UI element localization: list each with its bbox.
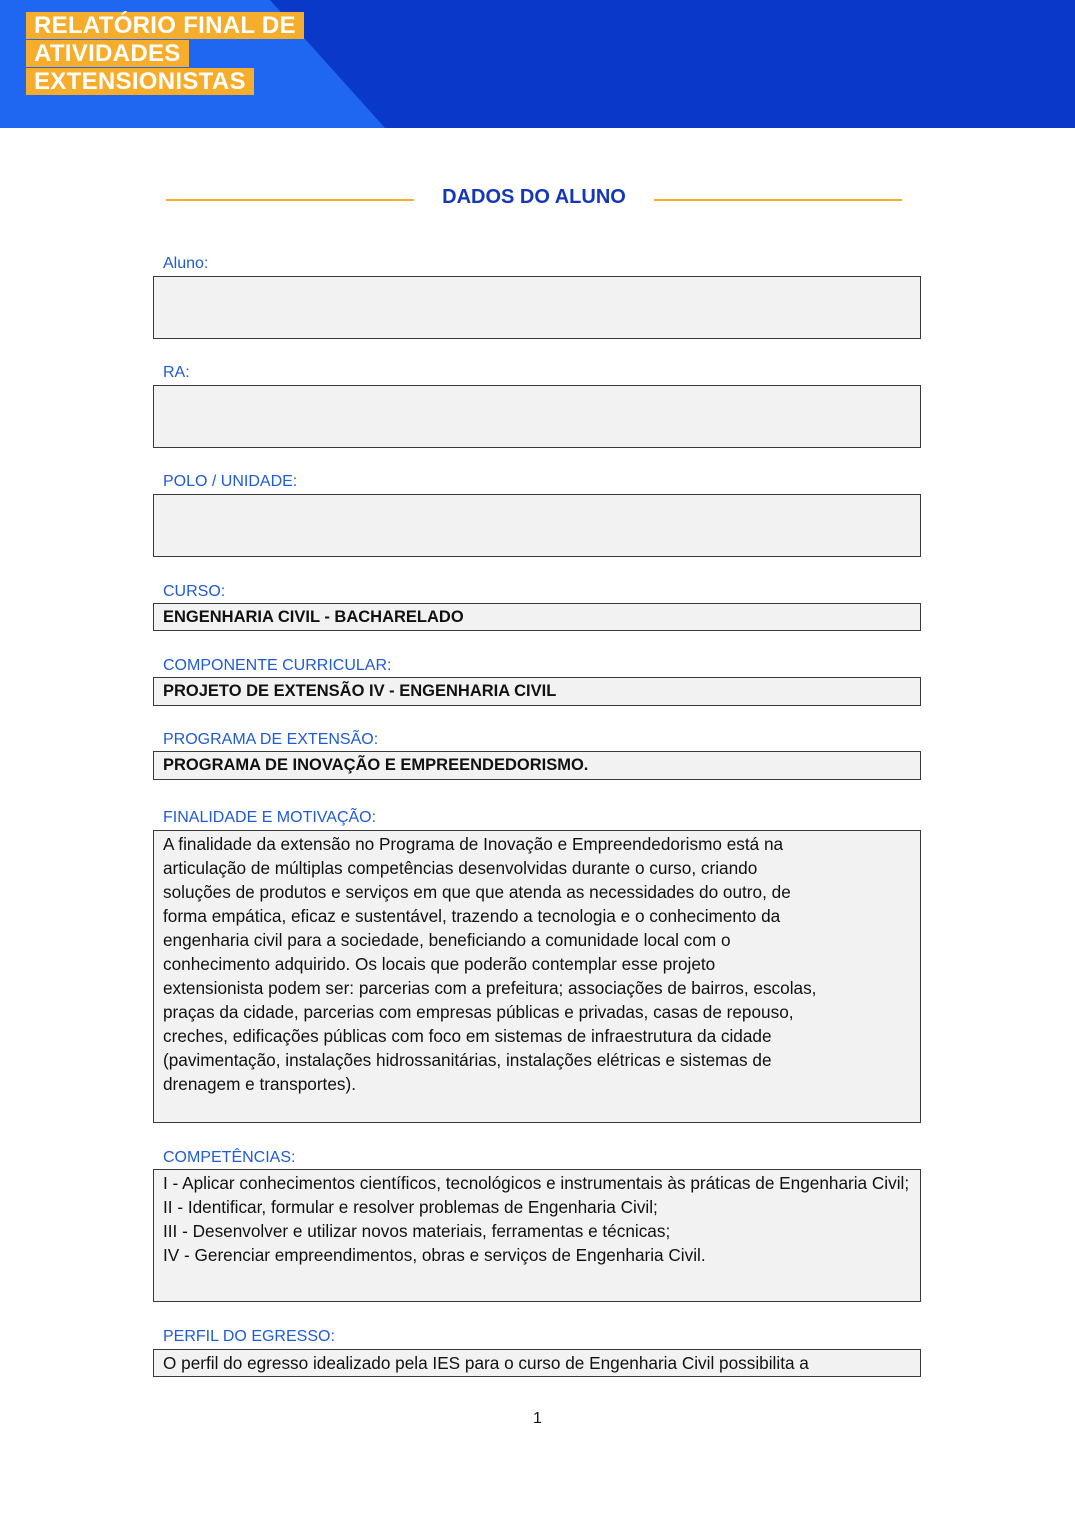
componente-field <box>153 677 921 706</box>
curso-value: ENGENHARIA CIVIL - BACHARELADO <box>163 608 464 626</box>
heading-rule-right <box>654 199 902 201</box>
aluno-field[interactable] <box>153 276 921 339</box>
report-title-line-1: RELATÓRIO FINAL DE <box>26 12 304 39</box>
programa-value: PROGRAMA DE INOVAÇÃO E EMPREENDEDORISMO. <box>163 756 589 774</box>
section-heading <box>0 184 1075 214</box>
competencia-item: IV - Gerenciar empreendimentos, obras e serviços de Engenharia Civil. <box>163 1245 706 1265</box>
programa-field <box>153 751 921 780</box>
competencias-field <box>153 1169 921 1302</box>
finalidade-field <box>153 830 921 1123</box>
competencias-label: COMPETÊNCIAS: <box>163 1149 296 1166</box>
polo-field[interactable] <box>153 494 921 557</box>
finalidade-line: A finalidade da extensão no Programa de Inovação e Empreendedorismo está na <box>163 834 784 854</box>
perfil-label: PERFIL DO EGRESSO: <box>163 1328 335 1345</box>
report-title-line-2: ATIVIDADES <box>26 40 189 67</box>
finalidade-line: engenharia civil para a sociedade, beneficiando a comunidade local com o <box>163 930 731 950</box>
heading-rule-left <box>166 199 414 201</box>
curso-label: CURSO: <box>163 583 226 600</box>
competencias-list <box>154 1170 920 1268</box>
perfil-field <box>153 1349 921 1377</box>
aluno-label: Aluno: <box>163 255 209 272</box>
ra-label: RA: <box>163 364 190 381</box>
finalidade-line: extensionista podem ser: parcerias com a prefeitura; associações de bairros, escolas, <box>163 978 817 998</box>
componente-value: PROJETO DE EXTENSÃO IV - ENGENHARIA CIVIL <box>163 682 557 700</box>
finalidade-line: conhecimento adquirido. Os locais que poderão contemplar esse projeto <box>163 954 716 974</box>
finalidade-line: drenagem e transportes). <box>163 1074 356 1094</box>
finalidade-line: (pavimentação, instalações hidrossanitárias, instalações elétricas e sistemas de <box>163 1050 772 1070</box>
polo-label: POLO / UNIDADE: <box>163 473 298 490</box>
section-heading-title: DADOS DO ALUNO <box>442 186 626 208</box>
finalidade-text <box>154 831 920 1097</box>
page-number: 1 <box>533 1410 542 1427</box>
competencia-item: I - Aplicar conhecimentos científicos, tecnológicos e instrumentais às práticas de Engenharia Civil; <box>163 1173 910 1193</box>
report-title <box>26 12 304 95</box>
ra-field[interactable] <box>153 385 921 448</box>
componente-label: COMPONENTE CURRICULAR: <box>163 657 392 674</box>
programa-label: PROGRAMA DE EXTENSÃO: <box>163 731 379 748</box>
competencia-item: II - Identificar, formular e resolver problemas de Engenharia Civil; <box>163 1197 658 1217</box>
finalidade-line: soluções de produtos e serviços em que que atenda as necessidades do outro, de <box>163 882 791 902</box>
finalidade-line: articulação de múltiplas competências desenvolvidas durante o curso, criando <box>163 858 758 878</box>
competencia-item: III - Desenvolver e utilizar novos materiais, ferramentas e técnicas; <box>163 1221 671 1241</box>
ra-value <box>154 386 920 390</box>
finalidade-label: FINALIDADE E MOTIVAÇÃO: <box>163 809 377 826</box>
finalidade-line: forma empática, eficaz e sustentável, trazendo a tecnologia e o conhecimento da <box>163 906 781 926</box>
polo-value <box>154 495 920 499</box>
report-title-line-3: EXTENSIONISTAS <box>26 68 254 95</box>
aluno-value <box>154 277 920 281</box>
curso-field <box>153 603 921 631</box>
finalidade-line: praças da cidade, parcerias com empresas públicas e privadas, casas de repouso, <box>163 1002 794 1022</box>
perfil-text: O perfil do egresso idealizado pela IES para o curso de Engenharia Civil possibilita a <box>163 1353 809 1373</box>
finalidade-line: creches, edificações públicas com foco em sistemas de infraestrutura da cidade <box>163 1026 772 1046</box>
